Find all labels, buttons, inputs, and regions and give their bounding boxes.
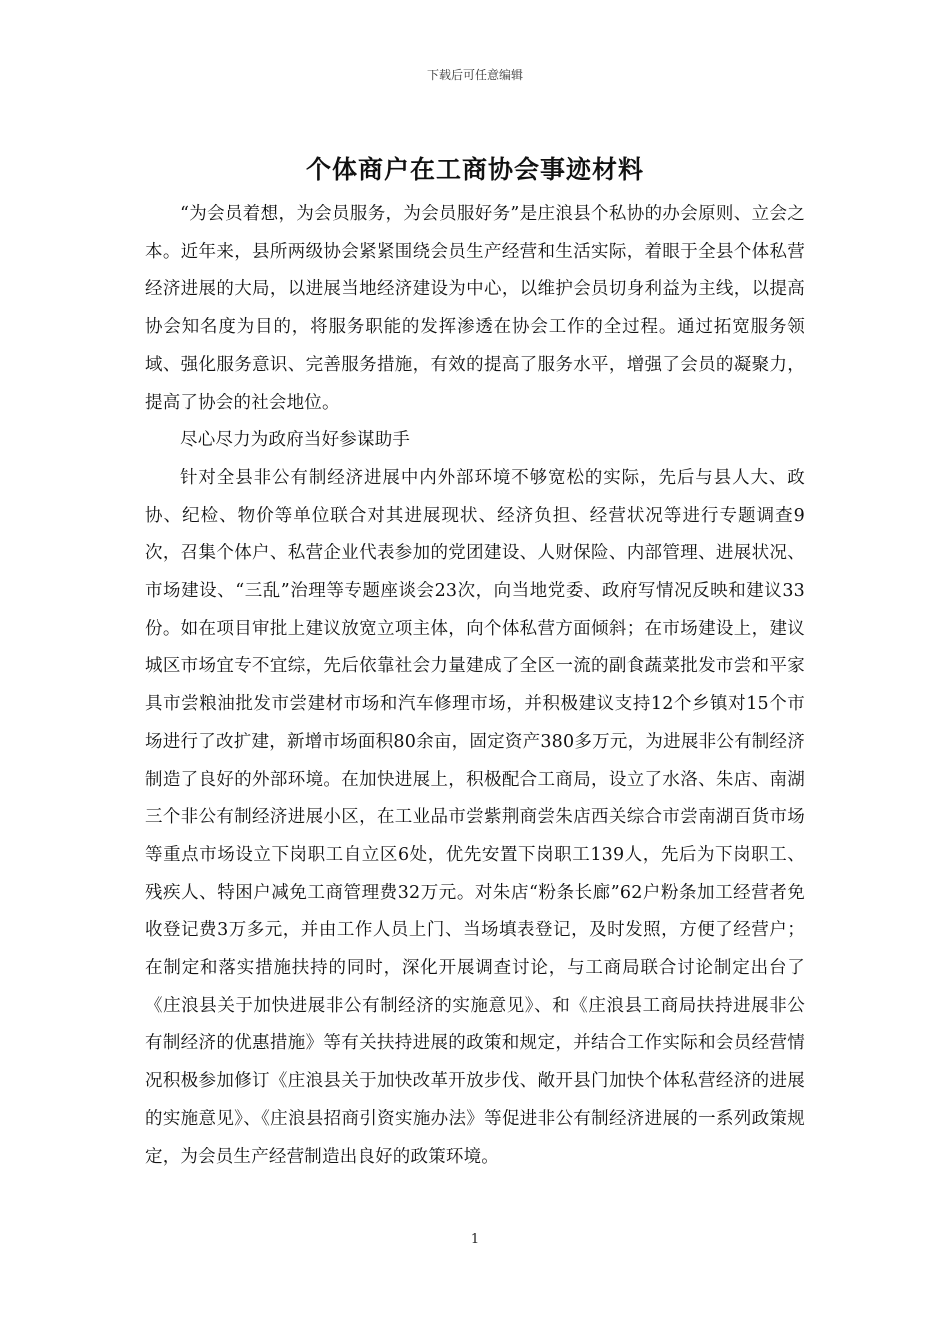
page-number: 1 <box>470 1232 480 1247</box>
paragraph-intro: “为会员着想，为会员服务，为会员服好务”是庄浪县个私协的办会原则、立会之本。近年来，县所两级协会紧紧围绕会员生产经营和生活实际，着眼于全县个体私营经济进展的大局，以进展当地经济建设为中心，以维护会员切身利益为主线，以提高协会知名度为目的，将服务职能的发挥渗透在协会工作的全过程。通过拓宽服务领域、强化服务意识、完善服务措施，有效的提高了服务水平，增强了会员的凝聚力，提高了协会的社会地位。 <box>145 204 805 413</box>
page-title: 个体商户在工商协会事迹材料 <box>305 155 644 184</box>
header-note: 下载后可任意编辑 <box>426 68 523 82</box>
paragraph-main: 针对全县非公有制经济进展中内外部环境不够宽松的实际，先后与县人大、政协、纪检、物价等单位联合对其进展现状、经济负担、经营状况等进行专题调查9次，召集个体户、私营企业代表参加的党团建设、人财保险、内部管理、进展状况、市场建设、“三乱”治理等专题座谈会23次，向当地党委、政府写情况反映和建议33份。如在项目审批上建议放宽立项主体，向个体私营方面倾斜；在市场建设上，建议城区市场宜专不宜综，先后依靠社会力量建成了全区一流的副食蔬菜批发市尝和平家具市尝粮油批发市尝建材市场和汽车修理市场，并积极建议支持12个乡镇对15个市场进行了改扩建，新增市场面积80余亩，固定资产380多万元，为进展非公有制经济制造了良好的外部环境。在加快进展上，积极配合工商局，设立了水洛、朱店、南湖三个非公有制经济进展小区，在工业品市尝紫荆商尝朱店西关综合市尝南湖百货市场等重点市场设立下岗职工自立区6处，优先安置下岗职工139人，先后为下岗职工、残疾人、特困户减免工商管理费32万元。对朱店“粉条长廊”62户粉条加工经营者免收登记费3万多元，并由工作人员上门、当场填表登记，及时发照，方便了经营户；在制定和落实措施扶持的同时，深化开展调查讨论，与工商局联合讨论制定出台了《庄浪县关于加快进展非公有制经济的实施意见》、和《庄浪县工商局扶持进展非公有制经济的优惠措施》等有关扶持进展的政策和规定，并结合工作实际和会员经营情况积极参加修订《庄浪县关于加快改革开放步伐、敞开县门加快个体私营经济的进展的实施意见》、《庄浪县招商引资实施办法》等促进非公有制经济进展的一系列政策规定，为会员生产经营制造出良好的政策环境。 <box>145 467 805 1167</box>
paragraph-heading: 尽心尽力为政府当好参谋助手 <box>180 430 411 451</box>
document-body <box>145 196 805 1176</box>
